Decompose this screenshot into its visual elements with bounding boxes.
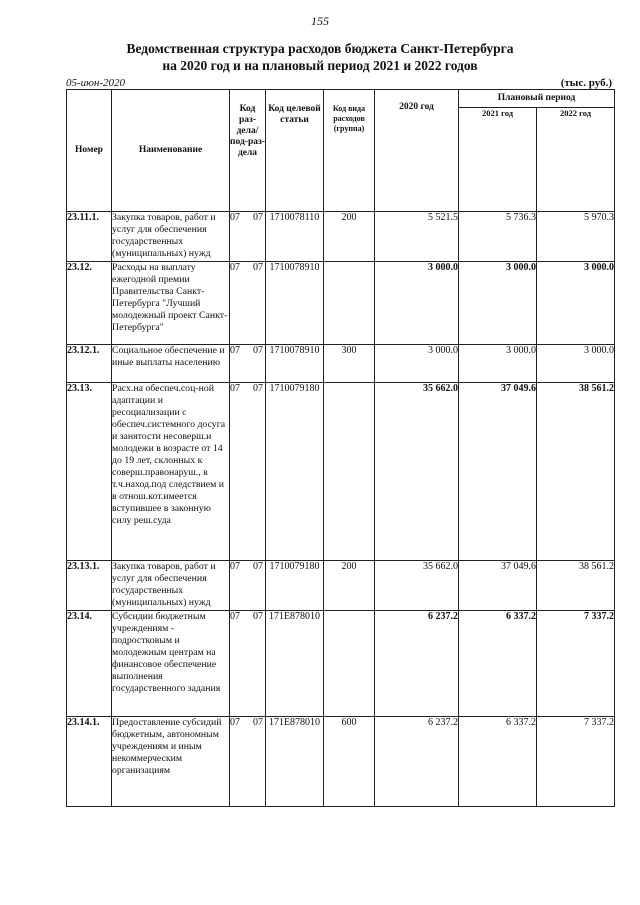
- row-number: 23.11.1.: [67, 212, 112, 262]
- row-number: 23.14.1.: [67, 717, 112, 807]
- row-target-code: 171E878010: [266, 611, 324, 717]
- row-amount-2022: 7 337.2: [537, 717, 615, 807]
- row-subsection: 07: [253, 212, 263, 223]
- row-section-code: [230, 345, 266, 383]
- row-name: Субсидии бюджетным учреждениям - подростковым и молодежным центрам на финансовое обеспечение выполнения государственного задания: [112, 611, 230, 717]
- row-amount-2020: 35 662.0: [375, 383, 459, 561]
- row-amount-2021: 6 337.2: [459, 717, 537, 807]
- row-amount-2021: 6 337.2: [459, 611, 537, 717]
- units-label: (тыс. руб.): [560, 77, 612, 89]
- row-number: 23.13.1.: [67, 561, 112, 611]
- row-section: 07: [230, 345, 240, 356]
- row-subsection: 07: [253, 383, 263, 394]
- header-2020: 2020 год: [375, 90, 459, 212]
- header-target: Код целевой статьи: [266, 90, 324, 212]
- header-name: Наименование: [112, 90, 230, 212]
- row-subsection: 07: [253, 717, 263, 728]
- row-amount-2022: 38 561.2: [537, 383, 615, 561]
- header-number: Номер: [67, 90, 112, 212]
- row-expense-type: 200: [324, 212, 375, 262]
- row-amount-2021: 5 736.3: [459, 212, 537, 262]
- row-expense-type: [324, 383, 375, 561]
- row-amount-2021: 37 049.6: [459, 561, 537, 611]
- title-line-1: Ведомственная структура расходов бюджета Санкт-Петербурга: [126, 41, 514, 56]
- budget-table: [66, 89, 615, 807]
- row-subsection: 07: [253, 345, 263, 356]
- row-expense-type: [324, 611, 375, 717]
- row-section-code: [230, 262, 266, 345]
- row-name: Расх.на обеспеч.соц-ной адаптации и ресоциализации с обеспеч.системного досуга и занятости несоверш.и молодежи в возрасте от 14 до 19 лет, склонных к соверш.правонаруш., в т.ч.наход.под следствием и в отнош.кот.имеется вступившее в законную силу реш.суда: [112, 383, 230, 561]
- header-2021: 2021 год: [459, 108, 537, 212]
- row-amount-2021: 3 000.0: [459, 345, 537, 383]
- row-target-code: 171E878010: [266, 717, 324, 807]
- row-target-code: 1710078910: [266, 262, 324, 345]
- row-amount-2022: 38 561.2: [537, 561, 615, 611]
- document-date: 05-июн-2020: [66, 77, 126, 89]
- row-number: 23.14.: [67, 611, 112, 717]
- row-target-code: 1710078110: [266, 212, 324, 262]
- row-number: 23.12.: [67, 262, 112, 345]
- row-section: 07: [230, 611, 240, 622]
- row-name: Расходы на выплату ежегодной премии Правительства Санкт-Петербурга "Лучший молодежный проект Санкт-Петербурга": [112, 262, 230, 345]
- row-section: 07: [230, 717, 240, 728]
- row-section: 07: [230, 383, 240, 394]
- row-amount-2020: 5 521.5: [375, 212, 459, 262]
- row-name: Закупка товаров, работ и услуг для обеспечения государственных (муниципальных) нужд: [112, 561, 230, 611]
- row-section: 07: [230, 262, 240, 273]
- row-name: Закупка товаров, работ и услуг для обеспечения государственных (муниципальных) нужд: [112, 212, 230, 262]
- row-subsection: 07: [253, 262, 263, 273]
- row-amount-2022: 5 970.3: [537, 212, 615, 262]
- row-expense-type: 600: [324, 717, 375, 807]
- table-row: [67, 611, 615, 717]
- header-expense-type: Код вида расходов (группа): [324, 90, 375, 212]
- row-amount-2021: 3 000.0: [459, 262, 537, 345]
- table-row: [67, 345, 615, 383]
- table-row: [67, 717, 615, 807]
- row-subsection: 07: [253, 611, 263, 622]
- header-section: Код раз-дела/ под-раз-дела: [230, 90, 266, 212]
- row-amount-2022: 3 000.0: [537, 262, 615, 345]
- row-expense-type: [324, 262, 375, 345]
- row-section-code: [230, 611, 266, 717]
- table-body: [67, 212, 615, 807]
- row-target-code: 1710079180: [266, 383, 324, 561]
- row-subsection: 07: [253, 561, 263, 572]
- title-line-2: на 2020 год и на плановый период 2021 и 2022 годов: [162, 58, 478, 73]
- row-name: Социальное обеспечение и иные выплаты населению: [112, 345, 230, 383]
- row-number: 23.12.1.: [67, 345, 112, 383]
- row-amount-2020: 3 000.0: [375, 262, 459, 345]
- row-amount-2020: 3 000.0: [375, 345, 459, 383]
- row-section: 07: [230, 561, 240, 572]
- row-section-code: [230, 212, 266, 262]
- row-number: 23.13.: [67, 383, 112, 561]
- row-amount-2022: 7 337.2: [537, 611, 615, 717]
- row-section-code: [230, 383, 266, 561]
- row-amount-2020: 6 237.2: [375, 611, 459, 717]
- document-title: [0, 40, 640, 74]
- row-section: 07: [230, 212, 240, 223]
- row-section-code: [230, 717, 266, 807]
- header-planned-period: Плановый период: [459, 90, 615, 108]
- row-expense-type: 300: [324, 345, 375, 383]
- table-row: [67, 262, 615, 345]
- row-amount-2022: 3 000.0: [537, 345, 615, 383]
- row-amount-2020: 6 237.2: [375, 717, 459, 807]
- header-2022: 2022 год: [537, 108, 615, 212]
- row-section-code: [230, 561, 266, 611]
- table-row: [67, 212, 615, 262]
- page-number: 155: [311, 14, 329, 28]
- row-amount-2020: 35 662.0: [375, 561, 459, 611]
- row-target-code: 1710079180: [266, 561, 324, 611]
- table-row: [67, 561, 615, 611]
- row-amount-2021: 37 049.6: [459, 383, 537, 561]
- row-target-code: 1710078910: [266, 345, 324, 383]
- row-name: Предоставление субсидий бюджетным, автономным учреждениям и иным некоммерческим организациям: [112, 717, 230, 807]
- table-row: [67, 383, 615, 561]
- row-expense-type: 200: [324, 561, 375, 611]
